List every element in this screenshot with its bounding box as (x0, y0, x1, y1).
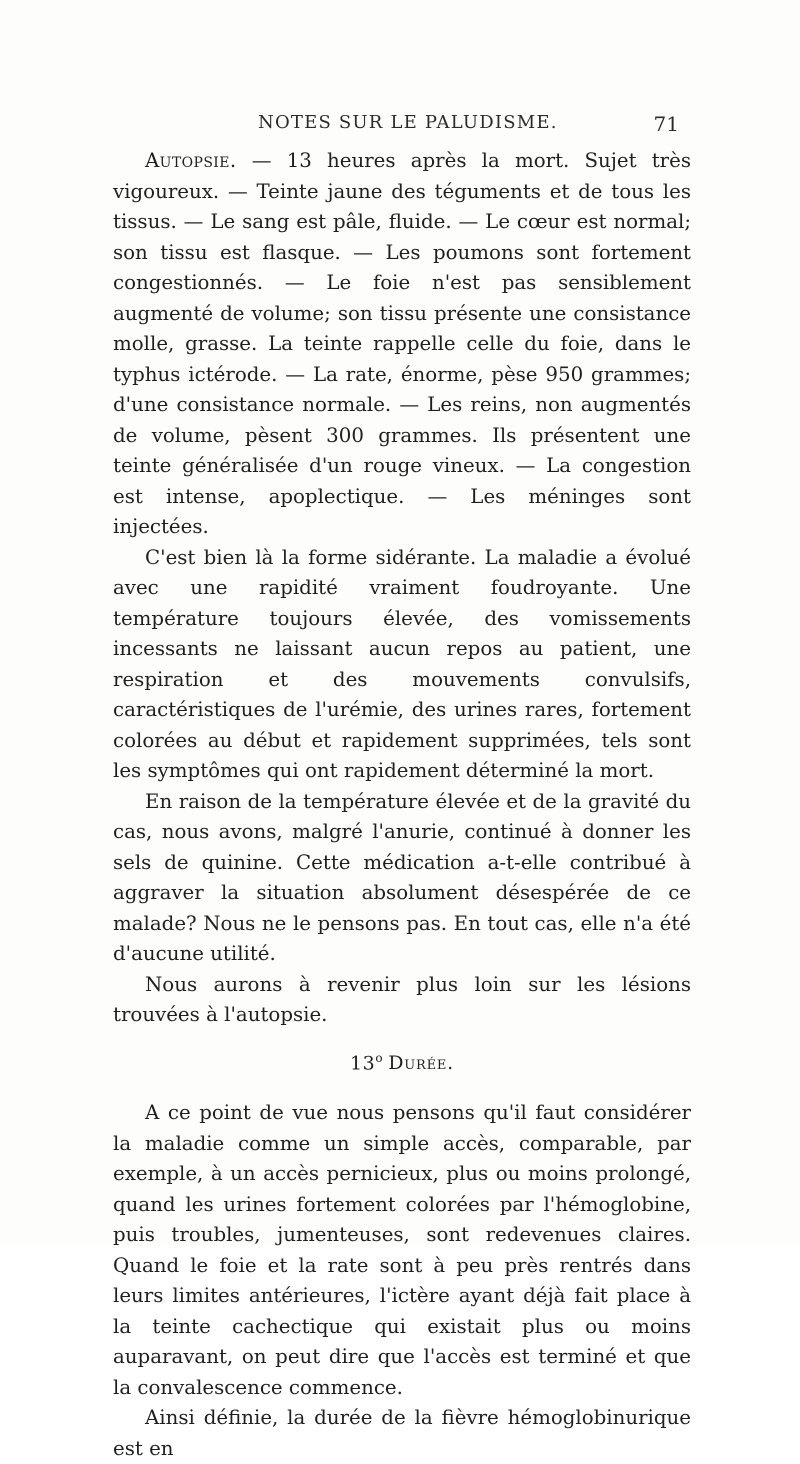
section-title: Durée. (388, 1051, 454, 1074)
paragraph-duration-start: Ainsi définie, la durée de la fièvre hémoglobinurique est en (113, 1406, 691, 1460)
paragraph-sideration: C'est bien là la forme sidérante. La maladie a évolué avec une rapidité vraiment foudroyante. Une température toujours élevée, des vomissements incessants ne laissant aucun repos au patient, une respiration et des mouvements convulsifs, caractéristiques de l'urémie, des urines rares, fortement colorées au début et rapidement supprimées, tels sont les symptômes qui ont rapidement déterminé la mort. (113, 545, 691, 782)
paragraph-lesions: Nous aurons à revenir plus loin sur les lésions trouvées à l'autopsie. (113, 972, 691, 1026)
section-heading (113, 1043, 691, 1079)
section-ordinal-mark: o (375, 1050, 384, 1065)
section-number: 13 (349, 1051, 376, 1074)
running-header (115, 112, 685, 142)
page-number: 71 (653, 112, 679, 136)
paragraph-quinine: En raison de la température élevée et de la gravité du cas, nous avons, malgré l'anurie, continué à donner les sels de quinine. Cette médication a-t-elle contribué à aggraver la situation absolument désespérée de ce malade? Nous ne le pensons pas. En tout cas, elle n'a été d'aucune utilité. (113, 789, 691, 965)
body-text (113, 146, 691, 1464)
paragraph-autopsy (113, 146, 691, 543)
autopsy-lead: Autopsie. (145, 149, 237, 172)
autopsy-text: — 13 heures après la mort. Sujet très vigoureux. — Teinte jaune des téguments et de tous les tissus. — Le sang est pâle, fluide. — Le cœur est normal; son tissu est flasque. — Les poumons sont fortement congestionnés. — Le foie n'est pas sensiblement augmenté de volume; son tissu présente une consistance molle, grasse. La teinte rappelle celle du foie, dans le typhus ictérode. — La rate, énorme, pèse 950 grammes; d'une consistance normale. — Les reins, non augmentés de volume, pèsent 300 grammes. Ils présentent une teinte généralisée d'un rouge vineux. — La congestion est intense, apoplectique. — Les méninges sont injectées. (113, 149, 691, 538)
running-title: NOTES SUR LE PALUDISME. (258, 112, 558, 133)
paragraph-duration-definition: A ce point de vue nous pensons qu'il faut considérer la maladie comme un simple accès, comparable, par exemple, à un accès pernicieux, plus ou moins prolongé, quand les urines fortement colorées par l'hémoglobine, puis troubles, jumenteuses, sont redevenues claires. Quand le foie et la rate sont à peu près rentrés dans leurs limites antérieures, l'ictère ayant déjà fait place à la teinte cachectique qui existait plus ou moins auparavant, on peut dire que l'accès est terminé et que la convalescence commence. (113, 1101, 691, 1399)
